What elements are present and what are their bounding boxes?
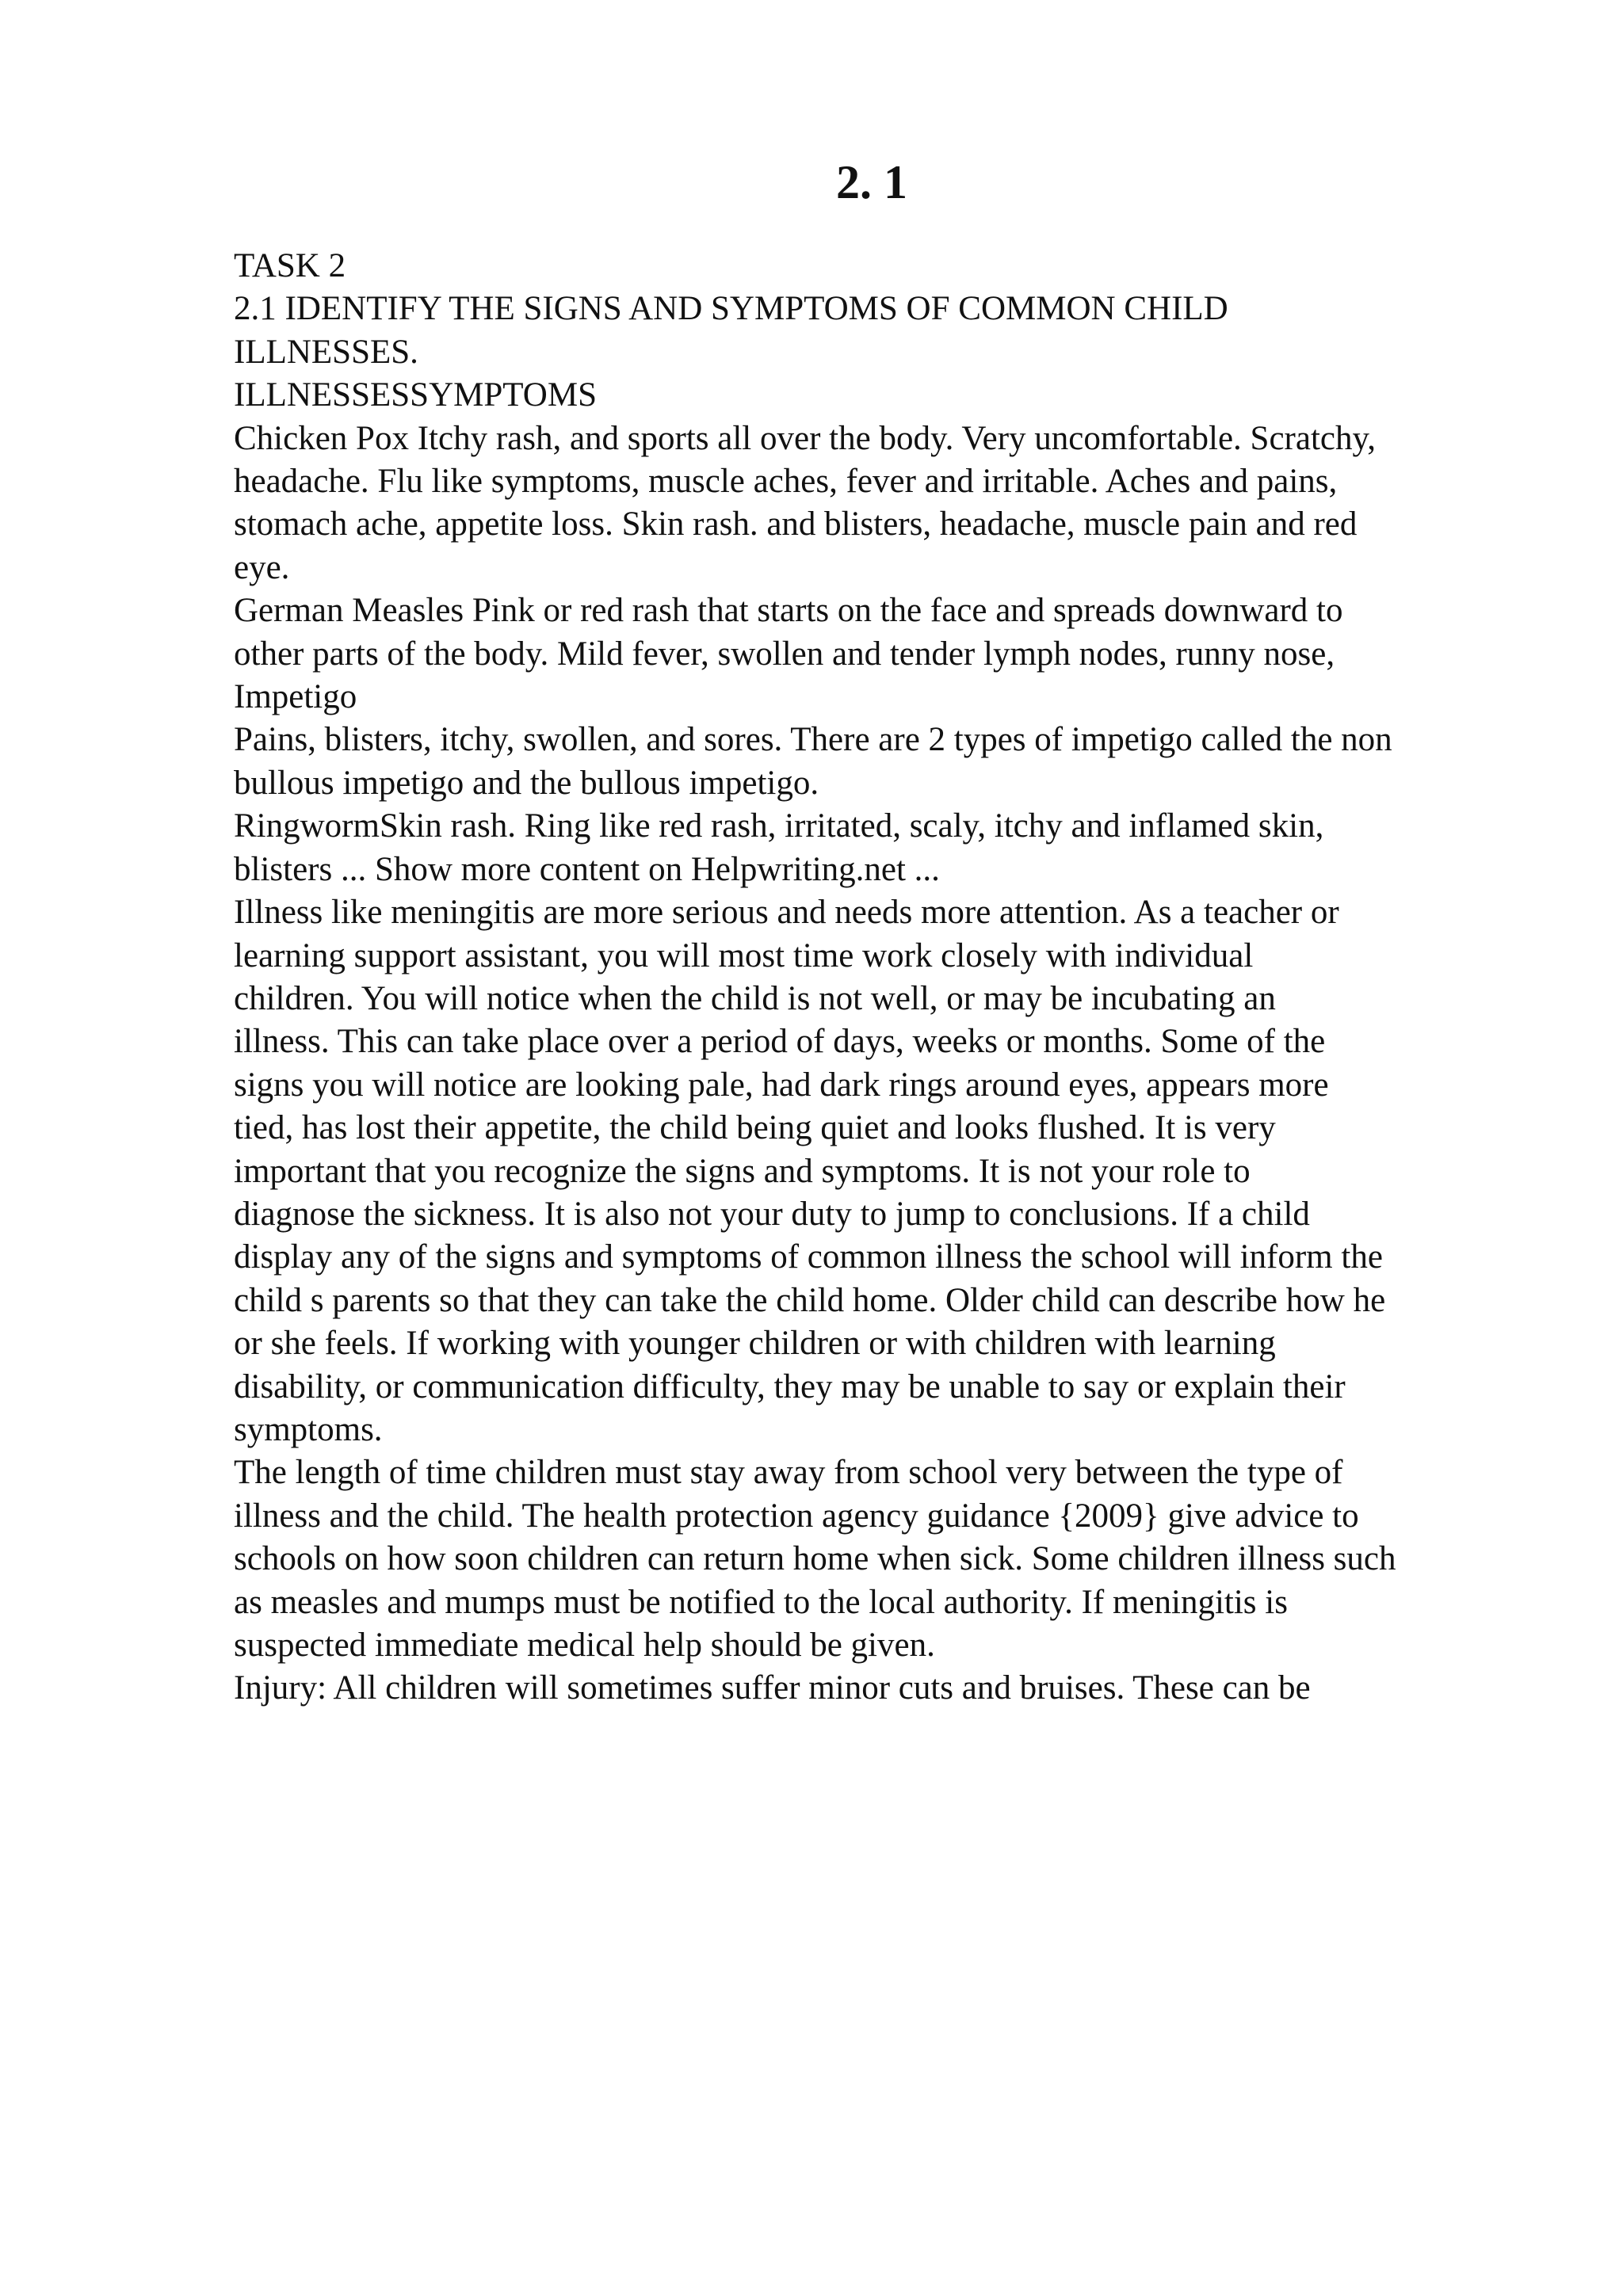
text-line: illness and the child. The health protection agency guidance {2009} give advice to — [234, 1497, 1359, 1535]
text-line: German Measles Pink or red rash that starts on the face and spreads downward to — [234, 592, 1343, 630]
text-line: display any of the signs and symptoms of common illness the school will inform the — [234, 1238, 1383, 1276]
text-line: Injury: All children will sometimes suffer minor cuts and bruises. These can be — [234, 1669, 1311, 1707]
text-line: The length of time children must stay away from school very between the type of — [234, 1454, 1343, 1492]
text-line: Chicken Pox Itchy rash, and sports all over the body. Very uncomfortable. Scratchy, — [234, 419, 1376, 457]
text-line: child s parents so that they can take the child home. Older child can describe how he — [234, 1281, 1386, 1319]
text-line: Pains, blisters, itchy, swollen, and sores. There are 2 types of impetigo called the non — [234, 721, 1392, 759]
text-line: suspected immediate medical help should be given. — [234, 1627, 935, 1664]
text-line: eye. — [234, 548, 290, 586]
text-line: symptoms. — [234, 1410, 383, 1448]
text-line: children. You will notice when the child is not well, or may be incubating an — [234, 979, 1276, 1017]
text-line: as measles and mumps must be notified to the local authority. If meningitis is — [234, 1583, 1288, 1621]
text-line: tied, has lost their appetite, the child being quiet and looks flushed. It is very — [234, 1109, 1276, 1147]
document-body — [234, 245, 1557, 1711]
text-line: Impetigo — [234, 678, 357, 716]
text-line: illness. This can take place over a period of days, weeks or months. Some of the — [234, 1023, 1326, 1061]
text-line: bullous impetigo and the bullous impetigo. — [234, 764, 819, 802]
text-line: stomach ache, appetite loss. Skin rash. and blisters, headache, muscle pain and red — [234, 505, 1358, 543]
text-line: other parts of the body. Mild fever, swollen and tender lymph nodes, runny nose, — [234, 635, 1335, 673]
text-line: or she feels. If working with younger children or with children with learning — [234, 1325, 1276, 1363]
text-line: disability, or communication difficulty, they may be unable to say or explain their — [234, 1367, 1346, 1405]
text-line: 2.1 IDENTIFY THE SIGNS AND SYMPTOMS OF COMMON CHILD — [234, 290, 1228, 328]
text-line: signs you will notice are looking pale, had dark rings around eyes, appears more — [234, 1066, 1329, 1104]
text-line: ILLNESSES. — [234, 333, 418, 371]
text-line: blisters ... Show more content on Helpwriting.net ... — [234, 850, 940, 888]
text-line: RingwormSkin rash. Ring like red rash, irritated, scaly, itchy and inflamed skin, — [234, 807, 1324, 845]
text-line: schools on how soon children can return home when sick. Some children illness such — [234, 1540, 1396, 1578]
text-line: diagnose the sickness. It is also not your duty to jump to conclusions. If a child — [234, 1195, 1310, 1233]
page-title: 2. 1 — [836, 156, 907, 208]
text-line: headache. Flu like symptoms, muscle aches, fever and irritable. Aches and pains, — [234, 463, 1338, 501]
text-line: Illness like meningitis are more serious and needs more attention. As a teacher or — [234, 894, 1339, 932]
text-line: learning support assistant, you will most time work closely with individual — [234, 936, 1254, 974]
text-line: TASK 2 — [234, 247, 346, 284]
text-line: important that you recognize the signs and symptoms. It is not your role to — [234, 1152, 1251, 1190]
text-line: ILLNESSESSYMPTOMS — [234, 376, 597, 414]
